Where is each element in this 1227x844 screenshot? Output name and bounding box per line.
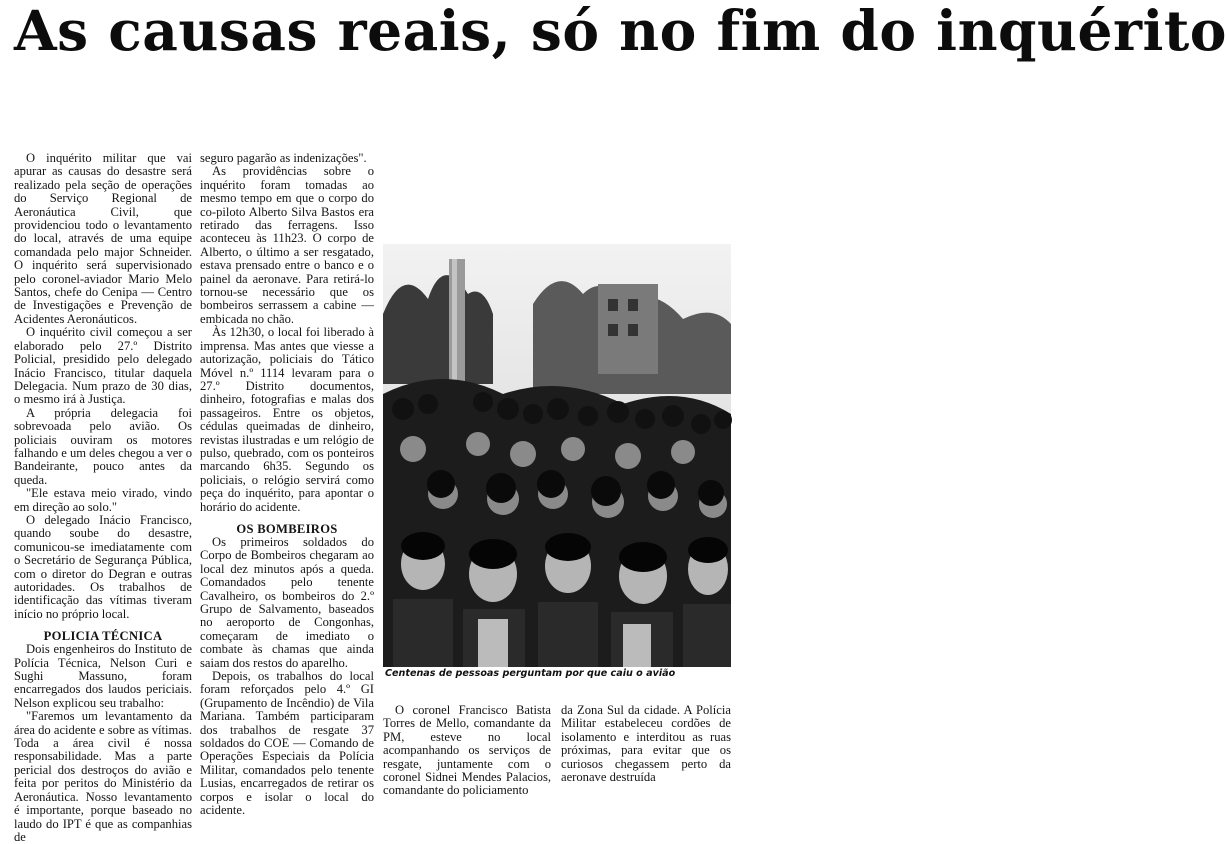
- paragraph: As providências sobre o inquérito foram tomadas ao mesmo tempo em que o corpo do co-piloto Alberto Silva Bastos era retirado das ferragens. Isso aconteceu às 11h23. O corpo de Alberto, o último a ser resgatado, estava prensado entre o banco e o painel da aeronave. Para retirá-lo tornou-se necessário que os bombeiros serrassem a cabine — embicada no chão.: [200, 164, 374, 326]
- paragraph: Os primeiros soldados do Corpo de Bombeiros chegaram ao local dez minutos após a queda. Comandados pelo tenente Cavalheiro, os bombeiros do 2.º Grupo de Salvamento, baseados no aeroporto de Congonhas, começaram de imediato o combate às chamas que ainda saiam dos restos do aparelho.: [200, 534, 374, 670]
- paragraph: A própria delegacia foi sobrevoada pelo avião. Os policiais ouviram os motores falhando e um deles chegou a ver o Bandeirante, pouco antes da queda.: [14, 405, 192, 487]
- article-column-1: [14, 152, 192, 844]
- paragraph: O inquérito civil começou a ser elaborado pelo 27.º Distrito Policial, presidido pelo delegado Inácio Francisco, titular daquela Delegacia. Num prazo de 30 dias, o mesmo irá à Justiça.: [14, 325, 192, 407]
- paragraph: O coronel Francisco Batista Torres de Mello, comandante da PM, esteve no local acompanhando os serviços de resgate, juntamente com o coronel Sidnei Mendes Palacios, comandante do policiamento: [383, 703, 551, 798]
- article-column-4: [561, 704, 731, 800]
- photo-caption: Centenas de pessoas perguntam por que caiu o avião: [385, 668, 676, 679]
- headline: As causas reais, só no fim do inquérito: [14, 0, 1227, 63]
- paragraph: O inquérito militar que vai apurar as causas do desastre será realizado pela seção de operações do Serviço Regional de Aeronáutica Civil, que providenciou todo o levantamento do local, através de uma equipe comandada pelo major Schneider. O inquérito será supervisionado pelo coronel-aviador Mario Melo Santos, chefe do Cenipa — Centro de Investigações e Prevenção de Acidentes Aeronáuticos.: [14, 151, 192, 326]
- paragraph: "Faremos um levantamento da área do acidente e sobre as vítimas. Toda a área civil é nossa responsabilidade. Mas a parte pericial dos destroços do avião e feita por peritos do Ministério da Aeronáutica. Nosso levantamento é importante, porque baseado no laudo do IPT é que as companhias de: [14, 709, 192, 844]
- paragraph: O delegado Inácio Francisco, quando soube do desastre, comunicou-se imediatamente com o Secretário de Segurança Pública, com o diretor do Degran e outras autoridades. Os trabalhos de identificação das vítimas tiveram início no próprio local.: [14, 512, 192, 621]
- paragraph: "Ele estava meio virado, vindo em direção ao solo.": [14, 486, 192, 514]
- crowd-photo-image: [383, 244, 731, 667]
- paragraph: Dois engenheiros do Instituto de Polícia Técnica, Nelson Curi e Sughi Massuno, foram encarregados dos laudos periciais. Nelson explicou seu trabalho:: [14, 642, 192, 710]
- section-heading-policia-tecnica: POLICIA TÉCNICA: [43, 629, 163, 644]
- article-column-3: [383, 704, 551, 800]
- paragraph: Depois, os trabalhos do local foram reforçados pelo 4.º GI (Grupamento de Incêndio) de Vila Mariana. Também participaram dos trabalhos de resgate 37 soldados do COE — Comando de Operações Especiais da Polícia Militar, comandados pelo tenente Lusias, encarregados de retirar os corpos e isolar o local do acidente.: [200, 669, 374, 818]
- section-heading-os-bombeiros: OS BOMBEIROS: [236, 521, 338, 536]
- article-column-2: [200, 152, 374, 818]
- paragraph: da Zona Sul da cidade. A Polícia Militar estabeleceu cordões de isolamento e interditou as ruas próximas, para evitar que os curiosos chegassem perto da aeronave destruída: [561, 703, 731, 785]
- crowd-photo: [383, 244, 731, 667]
- paragraph: Às 12h30, o local foi liberado à imprensa. Mas antes que viesse a autorização, policiais do Tático Móvel n.º 1114 levaram para o 27.º Distrito documentos, dinheiro, fotografias e malas dos passageiros. Entre os objetos, cédulas queimadas de dinheiro, revistas ilustradas e um relógio de pulso, quebrado, com os ponteiros marcando 6h35. Segundo os policiais, o relógio servirá como peça do inquérito, para apontar o horário do acidente.: [200, 325, 374, 514]
- paragraph: seguro pagarão as indenizações".: [200, 151, 367, 165]
